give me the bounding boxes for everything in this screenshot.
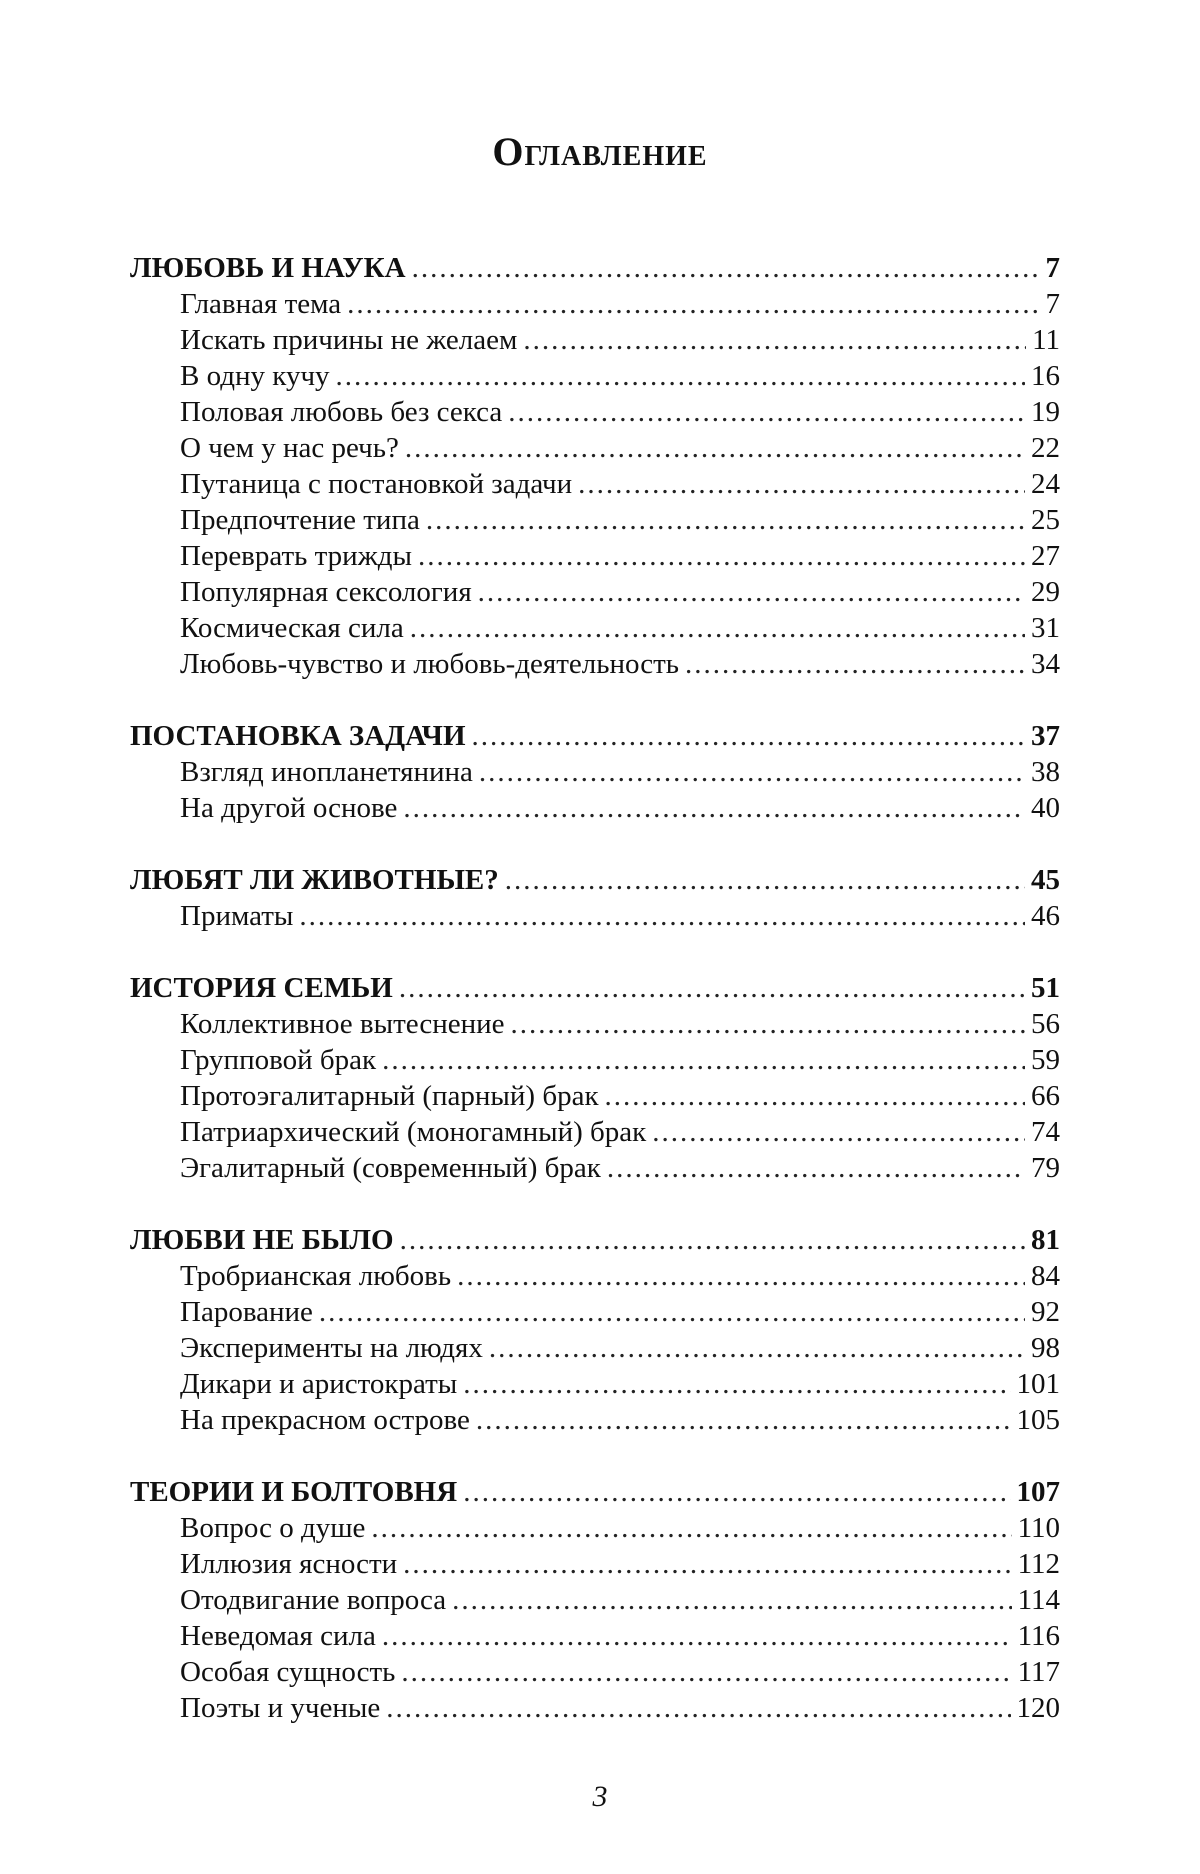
toc-page-number: 19 <box>1031 396 1060 428</box>
toc-entry-row <box>130 1330 1060 1366</box>
toc-page-number: 7 <box>1045 252 1060 284</box>
toc-leader-dots <box>478 574 1025 610</box>
toc-entry-row <box>130 1618 1060 1654</box>
toc-entry-row <box>130 754 1060 790</box>
toc-page-number: 7 <box>1045 288 1060 320</box>
toc-entry-row <box>130 1042 1060 1078</box>
toc-leader-dots <box>371 1510 1011 1546</box>
toc-entry-row <box>130 1690 1060 1726</box>
toc-entry-row <box>130 430 1060 466</box>
toc-chapter-row <box>130 250 1060 286</box>
toc-section <box>130 862 1060 934</box>
toc-page-number: 22 <box>1031 432 1060 464</box>
toc-chapter-row <box>130 862 1060 898</box>
toc-chapter-row <box>130 1222 1060 1258</box>
toc-leader-dots <box>386 1690 1010 1726</box>
toc-chapter-row <box>130 1474 1060 1510</box>
toc-chapter-title: ЛЮБОВЬ И НАУКА <box>130 252 406 284</box>
toc-entry-row <box>130 574 1060 610</box>
toc-entry-title: Парование <box>180 1296 313 1328</box>
toc-page-number: 38 <box>1031 756 1060 788</box>
toc-leader-dots <box>401 1654 1011 1690</box>
toc-page-number: 66 <box>1031 1080 1060 1112</box>
toc-leader-dots <box>523 322 1026 358</box>
toc-leader-dots <box>472 718 1025 754</box>
toc-page-number: 27 <box>1031 540 1060 572</box>
toc-entry-row <box>130 1114 1060 1150</box>
toc-entry-title: Космическая сила <box>180 612 404 644</box>
toc-section <box>130 250 1060 682</box>
toc-entry-row <box>130 1510 1060 1546</box>
toc-entry-title: Поэты и ученые <box>180 1692 381 1724</box>
toc-entry-title: Дикари и аристократы <box>180 1368 458 1400</box>
toc-leader-dots <box>410 610 1025 646</box>
toc-chapter-title: ЛЮБВИ НЕ БЫЛО <box>130 1224 394 1256</box>
toc-leader-dots <box>405 430 1025 466</box>
toc-entry-row <box>130 286 1060 322</box>
toc-entry-title: В одну кучу <box>180 360 330 392</box>
toc-entry-title: Эгалитарный (современный) брак <box>180 1152 601 1184</box>
toc-entry-title: Любовь-чувство и любовь-деятельность <box>180 648 680 680</box>
toc-entry-row <box>130 1078 1060 1114</box>
page-title: Оглавление <box>492 129 708 174</box>
toc-chapter-title: ЛЮБЯТ ЛИ ЖИВОТНЫЕ? <box>130 864 499 896</box>
toc-page-number: 25 <box>1031 504 1060 536</box>
toc-entry-row <box>130 646 1060 682</box>
toc-page-number: 29 <box>1031 576 1060 608</box>
toc-leader-dots <box>508 394 1025 430</box>
toc-section <box>130 970 1060 1186</box>
toc-entry-title: Главная тема <box>180 288 342 320</box>
toc-entry-title: Приматы <box>180 900 294 932</box>
toc-page-number: 84 <box>1031 1260 1060 1292</box>
toc-page-number: 116 <box>1017 1620 1060 1652</box>
toc-entry-title: Неведомая сила <box>180 1620 376 1652</box>
toc-entry-row <box>130 610 1060 646</box>
toc-leader-dots <box>403 1546 1011 1582</box>
toc-leader-dots <box>382 1042 1025 1078</box>
toc-leader-dots <box>489 1330 1025 1366</box>
toc-entry-row <box>130 1366 1060 1402</box>
toc-leader-dots <box>607 1150 1025 1186</box>
toc-page-number: 105 <box>1016 1404 1060 1436</box>
toc-page-number: 37 <box>1031 720 1060 752</box>
toc-leader-dots <box>605 1078 1025 1114</box>
toc-page-number: 98 <box>1031 1332 1060 1364</box>
toc-page-number: 40 <box>1031 792 1060 824</box>
toc-page-number: 101 <box>1016 1368 1060 1400</box>
toc-leader-dots <box>418 538 1025 574</box>
toc-entry-row <box>130 538 1060 574</box>
toc-page-number: 74 <box>1031 1116 1060 1148</box>
toc-entry-row <box>130 1654 1060 1690</box>
toc-leader-dots <box>403 790 1025 826</box>
toc-page-number: 107 <box>1016 1476 1060 1508</box>
toc-entry-row <box>130 790 1060 826</box>
toc-leader-dots <box>319 1294 1025 1330</box>
toc-entry-title: Протоэгалитарный (парный) брак <box>180 1080 599 1112</box>
toc-page-number: 34 <box>1031 648 1060 680</box>
toc-leader-dots <box>476 1402 1011 1438</box>
toc-leader-dots <box>463 1474 1010 1510</box>
toc-entry-row <box>130 502 1060 538</box>
toc-entry-row <box>130 1006 1060 1042</box>
toc-leader-dots <box>412 250 1040 286</box>
toc-leader-dots <box>400 1222 1025 1258</box>
toc-leader-dots <box>426 502 1025 538</box>
toc-leader-dots <box>685 646 1025 682</box>
page-number: 3 <box>592 1780 608 1813</box>
toc-page-number: 59 <box>1031 1044 1060 1076</box>
toc-leader-dots <box>336 358 1025 394</box>
toc-page-number: 81 <box>1031 1224 1060 1256</box>
toc-section <box>130 1222 1060 1438</box>
toc-entry-title: Групповой брак <box>180 1044 377 1076</box>
toc-leader-dots <box>505 862 1025 898</box>
toc-chapter-row <box>130 970 1060 1006</box>
toc-entry-title: Тробрианская любовь <box>180 1260 452 1292</box>
toc-leader-dots <box>382 1618 1012 1654</box>
toc-page-number: 120 <box>1016 1692 1060 1724</box>
toc-entry-title: Половая любовь без секса <box>180 396 503 428</box>
toc-leader-dots <box>399 970 1025 1006</box>
toc-entry-row <box>130 1150 1060 1186</box>
toc-page-number: 92 <box>1031 1296 1060 1328</box>
toc-section <box>130 718 1060 826</box>
toc-entry-row <box>130 394 1060 430</box>
toc-chapter-row <box>130 718 1060 754</box>
toc-leader-dots <box>652 1114 1025 1150</box>
toc-entry-title: Популярная сексология <box>180 576 472 608</box>
toc-chapter-title: ИСТОРИЯ СЕМЬИ <box>130 972 393 1004</box>
toc-leader-dots <box>511 1006 1025 1042</box>
toc-entry-title: Вопрос о душе <box>180 1512 366 1544</box>
toc-entry-title: Путаница с постановкой задачи <box>180 468 573 500</box>
toc-page-number: 51 <box>1031 972 1060 1004</box>
toc-entry-row <box>130 898 1060 934</box>
toc-page-number: 46 <box>1031 900 1060 932</box>
toc-leader-dots <box>347 286 1039 322</box>
toc-page-number: 117 <box>1017 1656 1060 1688</box>
toc-entry-row <box>130 1546 1060 1582</box>
toc-entry-title: Отодвигание вопроса <box>180 1584 447 1616</box>
toc-section <box>130 1474 1060 1726</box>
toc-entry-title: Искать причины не желаем <box>180 324 518 356</box>
toc-entry-title: На другой основе <box>180 792 398 824</box>
toc-chapter-title: ПОСТАНОВКА ЗАДАЧИ <box>130 720 466 752</box>
toc-page-number: 31 <box>1031 612 1060 644</box>
toc-leader-dots <box>479 754 1025 790</box>
toc-entry-title: Особая сущность <box>180 1656 396 1688</box>
toc-entry-row <box>130 1582 1060 1618</box>
toc-entry-row <box>130 358 1060 394</box>
toc-entry-title: На прекрасном острове <box>180 1404 470 1436</box>
toc-page-number: 114 <box>1017 1584 1060 1616</box>
toc-page-number: 56 <box>1031 1008 1060 1040</box>
toc-entry-row <box>130 1402 1060 1438</box>
toc-entry-row <box>130 1258 1060 1294</box>
toc-entry-title: Взгляд инопланетянина <box>180 756 473 788</box>
toc-leader-dots <box>463 1366 1010 1402</box>
toc-leader-dots <box>578 466 1025 502</box>
toc-entry-row <box>130 466 1060 502</box>
toc-entry-row <box>130 1294 1060 1330</box>
toc-chapter-title: ТЕОРИИ И БОЛТОВНЯ <box>130 1476 458 1508</box>
toc-entry-title: Предпочтение типа <box>180 504 420 536</box>
toc-page-number: 110 <box>1017 1512 1060 1544</box>
toc-entry-title: Иллюзия ясности <box>180 1548 398 1580</box>
toc-entry-title: Патриархический (моногамный) брак <box>180 1116 647 1148</box>
toc-entry-title: Переврать трижды <box>180 540 412 572</box>
toc-entry-title: О чем у нас речь? <box>180 432 399 464</box>
toc-leader-dots <box>457 1258 1025 1294</box>
toc-page-number: 24 <box>1031 468 1060 500</box>
toc-leader-dots <box>299 898 1025 934</box>
toc-entry-title: Эксперименты на людях <box>180 1332 483 1364</box>
toc-leader-dots <box>452 1582 1011 1618</box>
toc-page-number: 112 <box>1017 1548 1060 1580</box>
toc-entry-row <box>130 322 1060 358</box>
toc-page-number: 79 <box>1031 1152 1060 1184</box>
toc-entry-title: Коллективное вытеснение <box>180 1008 505 1040</box>
toc-page-number: 45 <box>1031 864 1060 896</box>
toc-page-number: 11 <box>1032 324 1060 356</box>
table-of-contents <box>130 250 1060 1762</box>
toc-page-number: 16 <box>1031 360 1060 392</box>
